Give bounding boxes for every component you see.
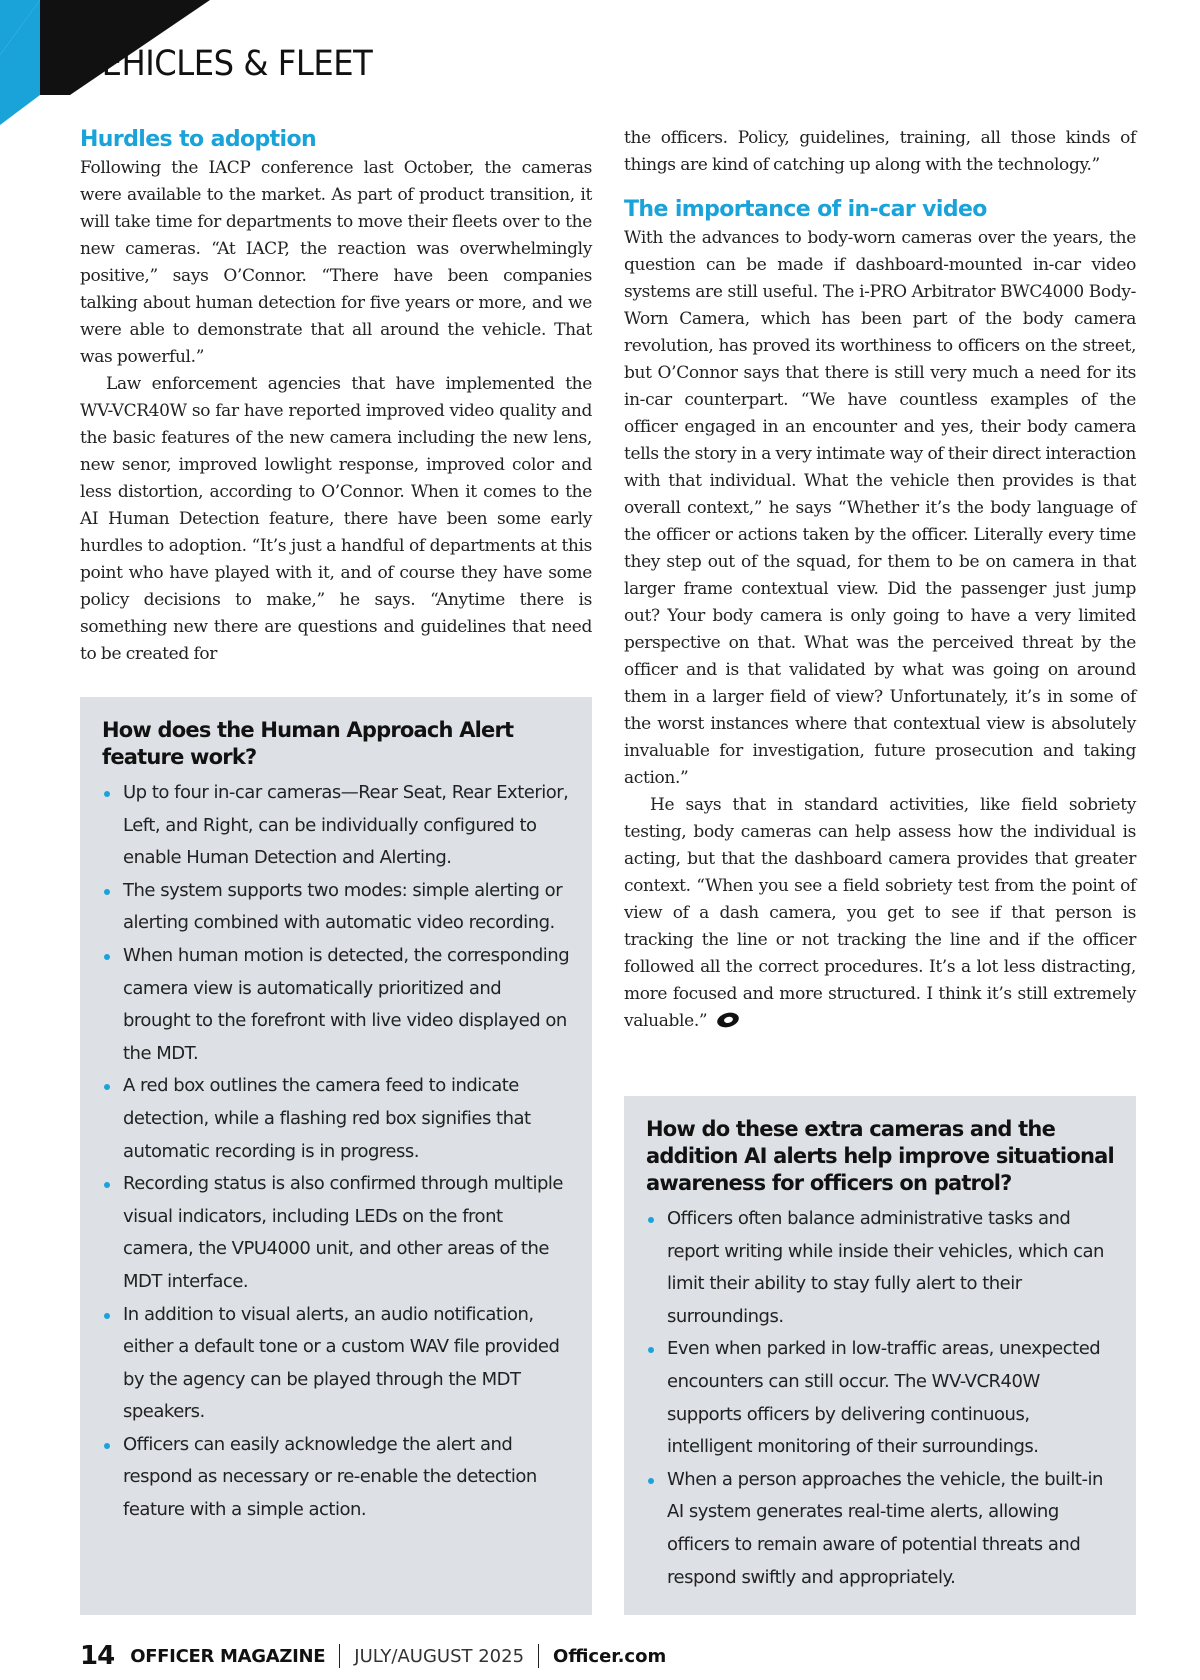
list-item: Officers often balance administrative tasks and report writing while inside their vehicles, which can limit their ability to stay fully alert to their surroundings. [646,1203,1116,1333]
list-item: Recording status is also confirmed through multiple visual indicators, including LEDs on the front camera, the VPU4000 unit, and other areas of the MDT interface. [102,1168,572,1298]
magazine-name: OFFICER MAGAZINE [130,1645,326,1667]
footer-divider [538,1644,539,1668]
page-footer [80,1640,666,1672]
sidebar-list [646,1203,1116,1594]
list-item: Even when parked in low-traffic areas, unexpected encounters can still occur. The WV-VCR40W supports officers by delivering continuous, intelligent monitoring of their surroundings. [646,1333,1116,1463]
heading-in-car-video: The importance of in-car video [624,197,987,222]
list-item: When a person approaches the vehicle, the built-in AI system generates real-time alerts, allowing officers to remain aware of potential threats and respond swiftly and appropriately. [646,1464,1116,1594]
issue-date: JULY/AUGUST 2025 [354,1645,525,1667]
section-title: VEHICLES & FLEET [80,44,373,84]
paragraph-final-text: He says that in standard activities, like field sobriety testing, body cameras can help assess how the individual is acting, but that the dashboard camera provides that greater context. “When you see a field sobriety test from the point of view of a dash camera, you get to see if that person is tracking the line or not tracking the line and if the officer followed all the correct procedures. It’s a lot less distracting, more focused and more structured. I think it’s still extremely valuable.” [624,795,1136,1031]
paragraph: Following the IACP conference last October, the cameras were available to the market. As part of product transition, it will take time for departments to move their fleets over to the new cameras. “At IACP, the reaction was overwhelmingly positive,” says O’Connor. “There have been companies talking about human detection for five years or more, and we were able to demonstrate that all around the vehicle. That was powerful.” [80,158,592,367]
continued-paragraph: the officers. Policy, guidelines, training, all those kinds of things are kind of catching up along with the technology.” [624,128,1136,175]
list-item: Up to four in-car cameras—Rear Seat, Rear Exterior, Left, and Right, can be individually configured to enable Human Detection and Alerting. [102,777,572,875]
list-item: In addition to visual alerts, an audio notification, either a default tone or a custom WAV file provided by the agency can be played through the MDT speakers. [102,1299,572,1429]
website-link[interactable]: Officer.com [553,1645,667,1667]
list-item: When human motion is detected, the corresponding camera view is automatically prioritized and brought to the forefront with live video displayed on the MDT. [102,940,572,1070]
paragraph: Law enforcement agencies that have implemented the WV-VCR40W so far have reported improved video quality and the basic features of the new camera including the new lens, new senor, improved lowlight response, improved color and less distortion, according to O’Connor. When it comes to the AI Human Detection feature, there have been some early hurdles to adoption. “It’s just a handful of departments at this point who have played with it, and of course they have some policy decisions to make,” he says. “Anytime there is something new there are questions and guidelines that need to be created for [80,374,592,664]
paragraph: With the advances to body-worn cameras over the years, the question can be made if dashboard-mounted in-car video systems are still useful. The i-PRO Arbitrator BWC4000 Body-Worn Camera, which has been part of the body camera revolution, has proved its worthiness to officers on the street, but O’Connor says that there is still very much a need for its in-car counterpart. “We have countless examples of the officer engaged in an encounter and yes, their body camera tells the story in a very intimate way of their direct interaction with that individual. What the vehicle then provides is that overall context,” he says “Whether it’s the body language of the officer or actions taken by the officer. Literally every time they step out of the squad, for them to be on camera in that larger frame contextual view. Did the passenger just jump out? Your body camera is only going to have a very limited perspective on that. What was the perceived threat by the officer and is that validated by what was going on around them in a larger field of view? Unfortunately, it’s in some of the worst instances where that contextual view is absolutely invaluable for investigation, future prosecution and taking action.” [624,228,1137,788]
sidebar-list [102,777,572,1527]
page-number: 14 [80,1641,115,1671]
sidebar-situational-awareness [624,1096,1136,1615]
list-item: A red box outlines the camera feed to indicate detection, while a flashing red box signifies that automatic recording is in progress. [102,1070,572,1168]
sidebar-title: How does the Human Approach Alert feature work? [102,718,514,769]
left-article-column [80,125,592,668]
footer-divider [339,1644,340,1668]
list-item: The system supports two modes: simple alerting or alerting combined with automatic video recording. [102,875,572,940]
sidebar-title: How do these extra cameras and the addition AI alerts help improve situational awareness for officers on patrol? [646,1117,1114,1195]
list-item: Officers can easily acknowledge the alert and respond as necessary or re-enable the detection feature with a simple action. [102,1429,572,1527]
end-of-story-icon [716,1010,741,1029]
paragraph-final [624,792,1136,1035]
right-article-column [624,125,1136,1035]
heading-hurdles: Hurdles to adoption [80,127,317,152]
sidebar-human-approach-alert [80,697,592,1615]
